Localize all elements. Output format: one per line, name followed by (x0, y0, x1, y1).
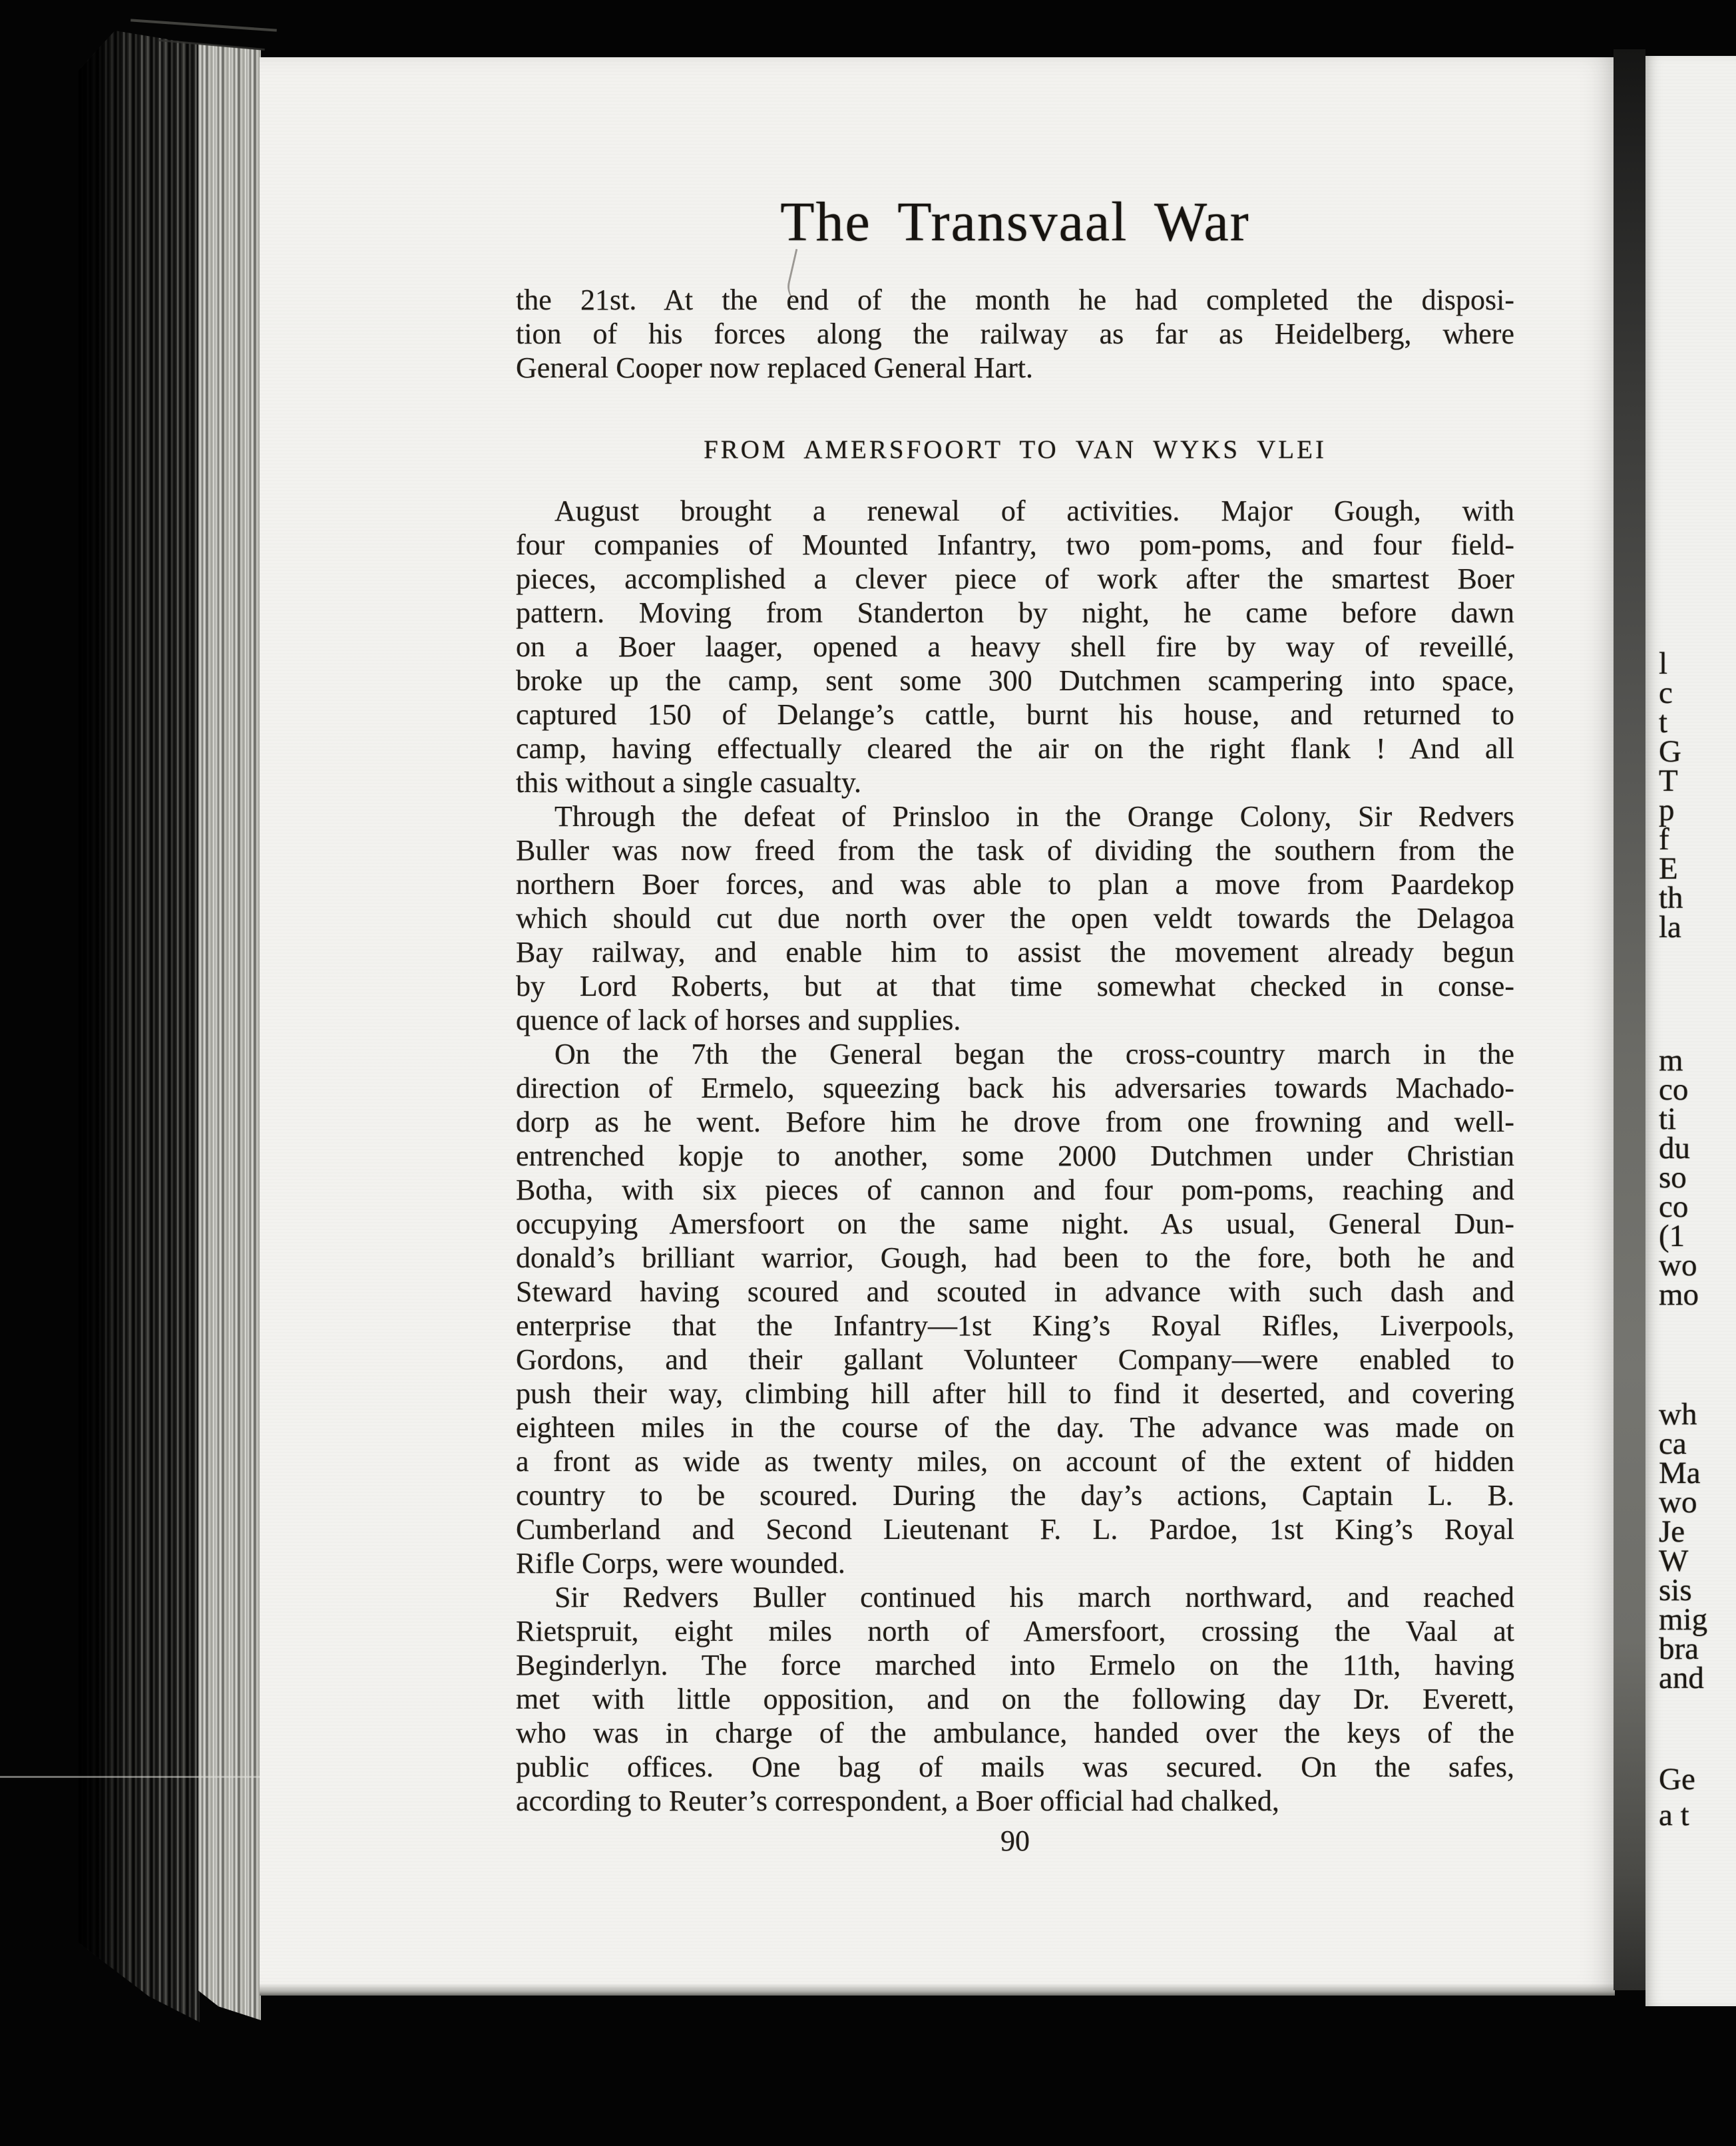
book-cover-edge (130, 19, 277, 31)
text-line: on a Boer laager, opened a heavy shell fire by way of reveillé, (516, 630, 1514, 663)
text-line: direction of Ermelo, squeezing back his adversaries towards Machado- (516, 1072, 1514, 1104)
page-title: The Transvaal War (780, 191, 1250, 253)
cutoff-text-fragment: bra (1659, 1631, 1699, 1666)
cutoff-text-fragment: wo (1659, 1248, 1697, 1283)
text-line: Gordons, and their gallant Volunteer Company—were enabled to (516, 1343, 1514, 1376)
cutoff-text-fragment: l (1659, 646, 1668, 681)
cutoff-text-fragment: m (1659, 1043, 1683, 1078)
cutoff-text-fragment: G (1659, 734, 1681, 769)
paragraph-continued (516, 283, 1514, 385)
text-line: captured 150 of Delange’s cattle, burnt his house, and returned to (516, 698, 1514, 731)
book-page-edges-outer (79, 31, 200, 2022)
text-line: enterprise that the Infantry—1st King’s Royal Rifles, Liverpools, (516, 1309, 1514, 1342)
text-line: pieces, accomplished a clever piece of work after the smartest Boer (516, 562, 1514, 595)
cutoff-text-fragment: and (1659, 1661, 1704, 1695)
text-line: Beginderlyn. The force marched into Ermelo on the 11th, having (516, 1649, 1514, 1681)
text-line: according to Reuter’s correspondent, a Boer official had chalked, (516, 1785, 1279, 1817)
text-line: pattern. Moving from Standerton by night, he came before dawn (516, 596, 1514, 629)
text-line: entrenched kopje to another, some 2000 Dutchmen under Christian (516, 1140, 1514, 1172)
text-line: donald’s brilliant warrior, Gough, had been to the fore, both he and (516, 1241, 1514, 1274)
left-page (260, 57, 1615, 1996)
text-line: the 21st. At the end of the month he had completed the disposi- (516, 284, 1514, 316)
cutoff-text-fragment: E (1659, 851, 1678, 886)
book-page-edges-inner (198, 44, 261, 2022)
cutoff-text-fragment: W (1659, 1544, 1689, 1578)
text-line: eighteen miles in the course of the day. The advance was made on (516, 1411, 1514, 1444)
text-line: On the 7th the General began the cross-country march in the (554, 1038, 1514, 1070)
text-line: General Cooper now replaced General Hart. (516, 351, 1033, 384)
cutoff-text-fragment: ti (1659, 1102, 1677, 1136)
text-line: Bay railway, and enable him to assist the movement already begun (516, 936, 1514, 968)
text-line: who was in charge of the ambulance, handed over the keys of the (516, 1717, 1514, 1749)
cutoff-text-fragment: th (1659, 881, 1683, 915)
cutoff-text-fragment: sis (1659, 1573, 1692, 1608)
text-line: camp, having effectually cleared the air on the right flank ! And all (516, 732, 1514, 765)
text-line: Botha, with six pieces of cannon and four pom-poms, reaching and (516, 1174, 1514, 1206)
cutoff-text-fragment: co (1659, 1072, 1689, 1107)
cutoff-text-fragment: Je (1659, 1514, 1685, 1549)
cutoff-text-fragment: so (1659, 1160, 1687, 1195)
text-line: broke up the camp, sent some 300 Dutchmen scampering into space, (516, 664, 1514, 697)
text-line: Sir Redvers Buller continued his march northward, and reached (554, 1581, 1514, 1613)
paragraph (516, 1580, 1514, 1818)
text-line: dorp as he went. Before him he drove from one frowning and well- (516, 1106, 1514, 1138)
text-line: push their way, climbing hill after hill to find it deserted, and covering (516, 1377, 1514, 1410)
text-line: Steward having scoured and scouted in advance with such dash and (516, 1275, 1514, 1308)
cutoff-text-fragment: f (1659, 822, 1669, 857)
cutoff-text-fragment: Ge (1659, 1762, 1695, 1797)
cutoff-text-fragment: wo (1659, 1485, 1697, 1520)
page-number: 90 (1000, 1824, 1030, 1857)
book-gutter-shadow (1614, 49, 1645, 1990)
cutoff-text-fragment: ca (1659, 1426, 1687, 1461)
cutoff-text-fragment: la (1659, 910, 1681, 945)
text-line: tion of his forces along the railway as far as Heidelberg, where (516, 318, 1514, 350)
text-line: country to be scoured. During the day’s actions, Captain L. B. (516, 1479, 1514, 1512)
text-line: Rietspruit, eight miles north of Amersfoort, crossing the Vaal at (516, 1615, 1514, 1647)
text-line: Buller was now freed from the task of dividing the southern from the (516, 834, 1514, 867)
text-line: this without a single casualty. (516, 766, 861, 799)
text-line: quence of lack of horses and supplies. (516, 1004, 961, 1036)
paragraph (516, 494, 1514, 799)
cutoff-text-fragment: t (1659, 705, 1668, 740)
cutoff-text-fragment: mig (1659, 1602, 1708, 1637)
section-heading: FROM AMERSFOORT TO VAN WYKS VLEI (704, 435, 1327, 464)
facing-page (1645, 56, 1736, 2006)
cutoff-text-fragment: c (1659, 676, 1673, 710)
text-line: Through the defeat of Prinsloo in the Orange Colony, Sir Redvers (554, 800, 1514, 833)
cutoff-text-fragment: co (1659, 1189, 1689, 1224)
paragraph (516, 1037, 1514, 1580)
text-line: met with little opposition, and on the following day Dr. Everett, (516, 1683, 1514, 1715)
text-line: public offices. One bag of mails was secured. On the safes, (516, 1751, 1514, 1783)
text-line: by Lord Roberts, but at that time somewhat checked in conse- (516, 970, 1514, 1002)
paragraph (516, 799, 1514, 1037)
text-line: northern Boer forces, and was able to plan a move from Paardekop (516, 868, 1514, 901)
cutoff-text-fragment: p (1659, 793, 1675, 827)
text-line: occupying Amersfoort on the same night. As usual, General Dun- (516, 1207, 1514, 1240)
section-paragraphs (516, 494, 1514, 1818)
cutoff-text-fragment: mo (1659, 1277, 1699, 1312)
text-line: Rifle Corps, were wounded. (516, 1547, 845, 1580)
text-line: Cumberland and Second Lieutenant F. L. Pardoe, 1st King’s Royal (516, 1513, 1514, 1546)
cutoff-text-fragment: a t (1659, 1798, 1689, 1832)
text-line: four companies of Mounted Infantry, two pom-poms, and four field- (516, 529, 1514, 561)
cutoff-text-fragment: Ma (1659, 1456, 1701, 1490)
cutoff-text-fragment: T (1659, 763, 1678, 798)
text-line: which should cut due north over the open veldt towards the Delagoa (516, 902, 1514, 935)
text-block (516, 283, 1514, 1818)
text-line: a front as wide as twenty miles, on account of the extent of hidden (516, 1445, 1514, 1478)
cutoff-text-fragment: (1 (1659, 1219, 1685, 1253)
cutoff-text-fragment: du (1659, 1131, 1690, 1166)
text-line: August brought a renewal of activities. Major Gough, with (554, 495, 1514, 527)
cutoff-text-fragment: wh (1659, 1397, 1697, 1432)
